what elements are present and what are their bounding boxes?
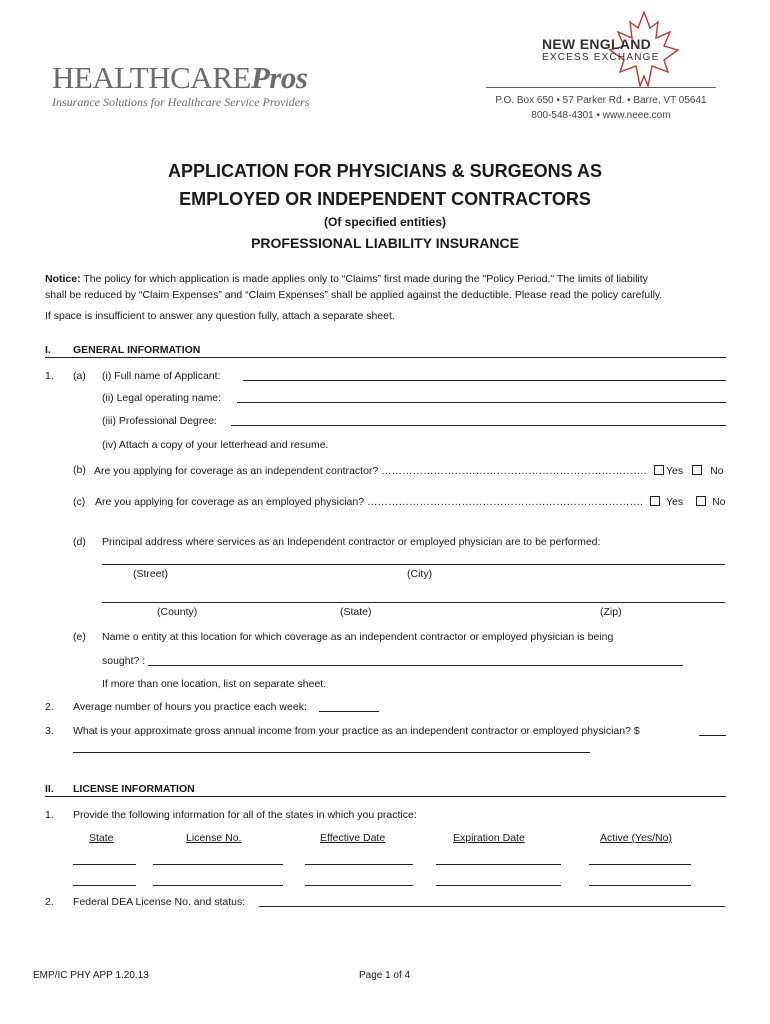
license-row-2-state[interactable] (73, 885, 136, 886)
logo-main-text: HEALTHCARE (52, 60, 251, 95)
q1d-label: (d) (73, 536, 86, 548)
q1b-no-checkbox[interactable] (692, 465, 702, 475)
section-2-number: II. (45, 783, 54, 795)
q1b-yes-checkbox[interactable] (654, 465, 664, 475)
q1-number: 1. (45, 370, 54, 382)
dea-license-field[interactable] (259, 906, 725, 907)
q1a-i-label: (i) Full name of Applicant: (102, 370, 221, 382)
neee-address: P.O. Box 650 • 57 Parker Rd. • Barre, VT 05641 (495, 95, 707, 106)
title-sub: (Of specified entities) (323, 215, 447, 229)
q3-number: 3. (45, 725, 54, 737)
license-row-2-effective[interactable] (305, 885, 413, 886)
license-row-2-expiration[interactable] (436, 885, 561, 886)
notice-text (45, 271, 735, 303)
legal-name-field[interactable] (237, 402, 726, 403)
county-state-zip-field[interactable] (102, 602, 725, 603)
title-line-2: EMPLOYED OR INDEPENDENT CONTRACTORS (179, 189, 591, 209)
q1e-text-1: Name o entity at this location for which coverage as an independent contractor or employed physician is being (102, 631, 614, 643)
healthcarepros-logo (52, 62, 309, 110)
q1b-options (652, 465, 724, 477)
q1a-ii-label: (ii) Legal operating name: (102, 392, 222, 404)
title-line-3: PROFESSIONAL LIABILITY INSURANCE (251, 235, 519, 251)
s2-q1-number: 1. (45, 809, 54, 821)
q1c-options (648, 496, 726, 508)
hours-field[interactable] (319, 711, 379, 712)
section-2-rule (45, 796, 726, 797)
title-line-1: APPLICATION FOR PHYSICIANS & SURGEONS AS (167, 161, 603, 181)
applicant-name-field[interactable] (243, 380, 726, 381)
neee-logo (486, 10, 716, 92)
zip-caption: (Zip) (600, 606, 622, 618)
q1c-yes-label: Yes (666, 496, 684, 508)
income-field-inline[interactable] (699, 735, 726, 736)
q2-text: Average number of hours you practice each week: (73, 701, 307, 713)
q1c-label: (c) (73, 496, 86, 508)
neee-rule (486, 87, 716, 88)
q1a-label: (a) (73, 370, 86, 382)
q2-number: 2. (45, 701, 54, 713)
notice-line-2: shall be reduced by “Claim Expenses” and “Claim Expenses” shall be applied against the deductible. Please read the policy carefully. (45, 289, 663, 301)
degree-field[interactable] (231, 425, 726, 426)
q1b-text: Are you applying for coverage as an independent contractor? …………………………………………………………………. (94, 465, 647, 477)
neee-name: NEW ENGLAND (542, 36, 652, 52)
col-license-no: License No. (186, 832, 242, 844)
q1e-label: (e) (73, 631, 86, 643)
q1a-iii-label: (iii) Professional Degree: (102, 415, 217, 427)
q1c-yes-checkbox[interactable] (650, 496, 660, 506)
license-row-1-state[interactable] (73, 864, 136, 865)
entity-name-field[interactable] (148, 665, 683, 666)
section-1-rule (45, 357, 726, 358)
q1e-text-2: sought? : (102, 655, 146, 667)
q3-text: What is your approximate gross annual income from your practice as an independent contractor or employed physician? $ (73, 725, 640, 737)
logo-tagline: Insurance Solutions for Healthcare Service Providers (52, 95, 310, 109)
col-effective-date: Effective Date (320, 832, 386, 844)
col-active: Active (Yes/No) (600, 832, 672, 844)
q1c-no-label: No (712, 496, 726, 508)
q1b-yes-label: Yes (666, 465, 684, 477)
notice-label: Notice: (45, 273, 81, 285)
city-caption: (City) (407, 568, 433, 580)
s2-q2-number: 2. (45, 896, 54, 908)
section-1-number: I. (45, 344, 51, 356)
q1d-text: Principal address where services as an Independent contractor or employed physician are to be performed: (102, 536, 601, 548)
footer-page-number: Page 1 of 4 (359, 970, 411, 981)
q1c-no-checkbox[interactable] (696, 496, 706, 506)
license-row-2-number[interactable] (153, 885, 283, 886)
county-caption: (County) (157, 606, 198, 618)
income-field[interactable] (73, 752, 590, 753)
space-note: If space is insufficient to answer any question fully, attach a separate sheet. (45, 310, 395, 322)
license-row-1-number[interactable] (153, 864, 283, 865)
section-1-title: GENERAL INFORMATION (73, 344, 201, 356)
col-state: State (89, 832, 114, 844)
license-row-1-expiration[interactable] (436, 864, 561, 865)
s2-q1-text: Provide the following information for all of the states in which you practice: (73, 809, 417, 821)
q1c-text: Are you applying for coverage as an employed physician? ……………………………………………………………………. (95, 496, 643, 508)
section-2-title: LICENSE INFORMATION (73, 783, 195, 795)
q1b-label: (b) (73, 464, 86, 476)
license-row-1-effective[interactable] (305, 864, 413, 865)
neee-subname: EXCESS EXCHANGE (542, 52, 660, 63)
logo-accent-text: Pros (250, 60, 308, 95)
street-city-field[interactable] (102, 564, 725, 565)
license-row-2-active[interactable] (589, 885, 691, 886)
s2-q2-text: Federal DEA License No. and status: (73, 896, 246, 908)
neee-contact: 800-548-4301 • www.neee.com (531, 110, 671, 121)
state-caption: (State) (340, 606, 372, 618)
street-caption: (Street) (133, 568, 169, 580)
q1a-iv-label: (iv) Attach a copy of your letterhead and resume. (102, 439, 329, 451)
q1e-text-3: If more than one location, list on separate sheet. (102, 678, 327, 690)
col-expiration-date: Expiration Date (453, 832, 525, 844)
footer-form-id: EMP/IC PHY APP 1.20.13 (33, 970, 149, 981)
q1b-no-label: No (710, 465, 724, 477)
notice-line-1: The policy for which application is made applies only to “Claims” first made during the "Policy Period." The limits of liability (80, 273, 648, 285)
license-row-1-active[interactable] (589, 864, 691, 865)
